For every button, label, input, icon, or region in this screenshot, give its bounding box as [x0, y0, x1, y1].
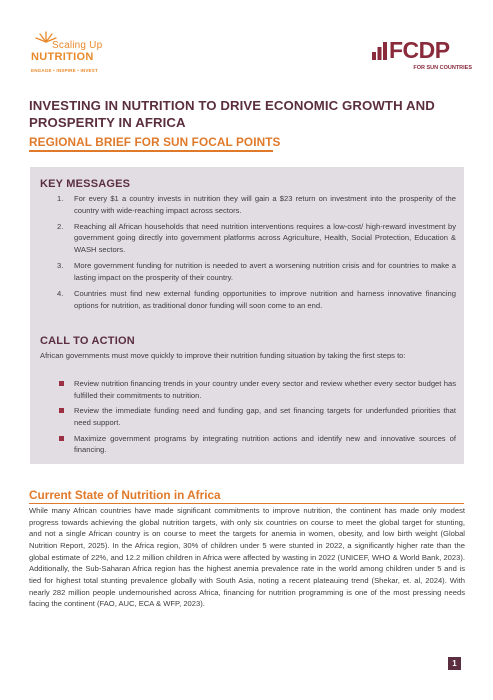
subtitle-underline: [29, 150, 273, 152]
fcdp-logo-name: FCDP: [389, 37, 450, 63]
key-messages-list: [40, 193, 456, 316]
call-to-action-list: [40, 378, 456, 460]
list-item: 4. Countries must find new external funding opportunities to improve nutrition and harness innovative financing options for nutrition, as traditional donor funding will soon come to an end.: [57, 288, 456, 310]
section-body: While many African countries have made significant commitments to improve nutrition, the continent has made only modest progress towards achieving the global nutrition targets, with only six countries on course to meet the global target for stunting, and not a single African country is on course to meet the targets for anemia in women, obesity, and low birth weight (Global Nutrition Report, 2025). In the Africa region, 30% of children under 5 were stunted in 2022, a significantly higher rate than the global estimate of 22%, and 12.2 million children in Africa were affected by wasting in 2022 (UNICEF, WHO & World Bank, 2023). Additionally, the Sub-Saharan Africa region has the highest anemia prevalence rate in the world among children under 5 and is tied for highest total stunting prevalence globally with South Asia, noting a recent plateauing trend (Shekar, et. al, 2024). With nearly 282 million people undernourished across Africa, financing for nutrition programming is one of the most pressing needs facing the continent (FAO, AUC, ECA & WFP, 2023).: [29, 506, 465, 609]
square-bullet-icon: [59, 436, 64, 441]
section-heading: Current State of Nutrition in Africa: [29, 488, 221, 502]
list-item: 3. More government funding for nutrition is needed to avert a worsening nutrition crisis and for countries to make a lasting impact on the prosperity of their country.: [57, 261, 456, 282]
list-item: Maximize government programs by integrating nutrition actions and identify new and innovative sources of financing.: [40, 433, 456, 456]
square-bullet-icon: [59, 408, 64, 413]
square-bullet-icon: [59, 381, 64, 386]
list-item: Review the immediate funding need and funding gap, and set financing targets for underfunded priorities that need support.: [40, 405, 456, 428]
key-messages-heading: KEY MESSAGES: [40, 178, 131, 190]
page-number: 1: [448, 657, 461, 670]
fcdp-logo-subtitle: FOR SUN COUNTRIES: [413, 65, 472, 71]
list-item: 2. Reaching all African households that need nutrition interventions requires a low-cost/ high-reward investment by government going directly into government platforms across Agriculture, Health, Social Protection, Education & WASH sectors.: [57, 221, 456, 254]
sun-logo-line1: Scaling Up: [52, 40, 103, 51]
sun-logo-tagline: ENGAGE • INSPIRE • INVEST: [31, 68, 98, 73]
document-subtitle: REGIONAL BRIEF FOR SUN FOCAL POINTS: [29, 135, 281, 149]
call-to-action-intro: African governments must move quickly to improve their nutrition funding situation by taking the first steps to:: [40, 351, 406, 360]
sun-logo: [30, 30, 120, 85]
section-underline: [29, 503, 464, 504]
list-item: Review nutrition financing trends in your country under every sector and review whether every sector budget has fulfilled their commitments to nutrition.: [40, 378, 456, 401]
call-to-action-heading: CALL TO ACTION: [40, 335, 135, 347]
document-title: INVESTING IN NUTRITION TO DRIVE ECONOMIC GROWTH AND PROSPERITY IN AFRICA: [29, 98, 435, 130]
list-item: 1. For every $1 a country invests in nutrition they will gain a $23 return on investment into the prosperity of the country with wide-reaching impact across sectors.: [57, 194, 456, 215]
fcdp-logo: [372, 36, 472, 76]
bar-chart-icon: [372, 42, 388, 60]
sun-logo-line2: NUTRITION: [31, 51, 94, 63]
